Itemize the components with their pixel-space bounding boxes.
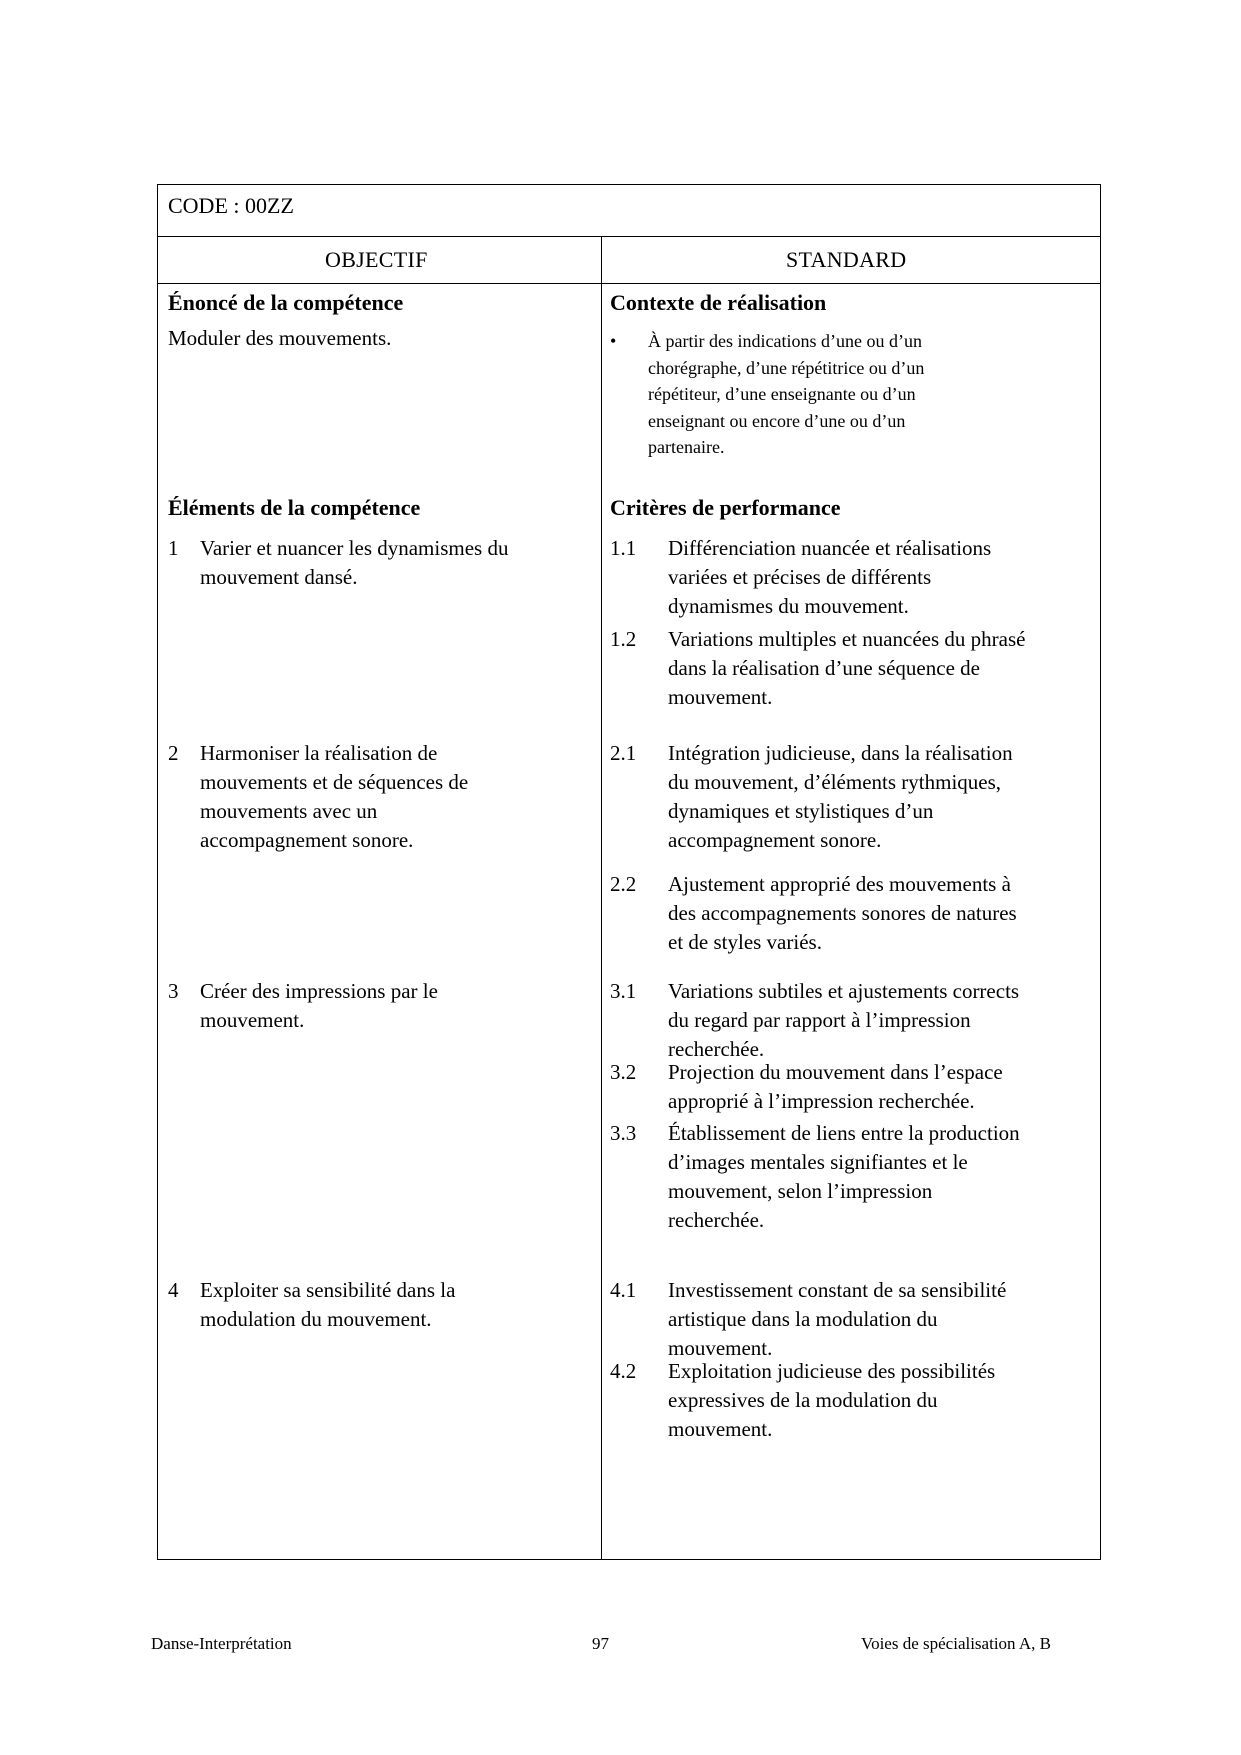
critere-text: accompagnement sonore. <box>668 828 882 852</box>
critere-text: dans la réalisation d’une séquence de <box>668 656 980 680</box>
critere-text: mouvement. <box>668 685 773 709</box>
element-text: modulation du mouvement. <box>200 1307 432 1331</box>
element-text: Varier et nuancer les dynamismes du <box>200 536 509 560</box>
critere-number: 4.1 <box>610 1278 637 1302</box>
critere-text: mouvement. <box>668 1336 773 1360</box>
critere-text: dynamismes du mouvement. <box>668 594 909 618</box>
contexte-title: Contexte de réalisation <box>610 290 827 315</box>
critere-text: Intégration judicieuse, dans la réalisation <box>668 741 1013 765</box>
critere-text: expressives de la modulation du <box>668 1388 938 1412</box>
standard-header: STANDARD <box>786 247 907 272</box>
critere-text: Investissement constant de sa sensibilité <box>668 1278 1007 1302</box>
footer-left: Danse-Interprétation <box>151 1634 292 1653</box>
criteres-title: Critères de performance <box>610 495 841 520</box>
contexte-line: répétiteur, d’une enseignante ou d’un <box>648 384 916 404</box>
critere-text: recherchée. <box>668 1208 765 1232</box>
element-text: mouvements avec un <box>200 799 378 823</box>
critere-text: Établissement de liens entre la production <box>668 1121 1020 1145</box>
contexte-bullet: • <box>610 331 617 351</box>
contexte-line: À partir des indications d’une ou d’un <box>648 331 922 351</box>
element-text: mouvement dansé. <box>200 565 358 589</box>
critere-text: recherchée. <box>668 1037 765 1061</box>
contexte-line: chorégraphe, d’une répétitrice ou d’un <box>648 357 925 378</box>
critere-number: 3.3 <box>610 1121 637 1145</box>
footer-page-number: 97 <box>592 1634 609 1653</box>
critere-text: Variations subtiles et ajustements corrects <box>668 979 1020 1003</box>
column-divider <box>601 237 602 1559</box>
element-text: mouvement. <box>200 1008 305 1032</box>
critere-text: des accompagnements sonores de natures <box>668 901 1017 925</box>
element-number: 3 <box>168 979 179 1003</box>
critere-text: approprié à l’impression recherchée. <box>668 1089 975 1113</box>
critere-text: dynamiques et stylistiques d’un <box>668 799 934 823</box>
contexte-line: enseignant ou encore d’une ou d’un <box>648 410 906 431</box>
critere-text: du regard par rapport à l’impression <box>668 1008 971 1032</box>
critere-number: 3.2 <box>610 1060 637 1084</box>
critere-text: Projection du mouvement dans l’espace <box>668 1060 1003 1084</box>
element-number: 4 <box>168 1278 179 1302</box>
enonce-title: Énoncé de la compétence <box>168 290 404 315</box>
element-text: Exploiter sa sensibilité dans la <box>200 1278 456 1302</box>
critere-number: 4.2 <box>610 1359 637 1383</box>
elements-title: Éléments de la compétence <box>168 495 421 520</box>
enonce-text: Moduler des mouvements. <box>168 326 392 350</box>
code-row <box>158 185 1100 237</box>
critere-text: et de styles variés. <box>668 930 822 954</box>
critere-text: Variations multiples et nuancées du phrasé <box>668 627 1026 651</box>
critere-text: artistique dans la modulation du <box>668 1307 938 1331</box>
code-label: CODE : 00ZZ <box>168 193 294 218</box>
critere-number: 3.1 <box>610 979 637 1003</box>
element-text: mouvements et de séquences de <box>200 770 469 794</box>
element-number: 2 <box>168 741 179 765</box>
critere-text: du mouvement, d’éléments rythmiques, <box>668 770 1002 794</box>
competence-table <box>157 184 1101 1560</box>
element-text: Créer des impressions par le <box>200 979 438 1003</box>
objectif-header: OBJECTIF <box>325 247 428 272</box>
header-row <box>158 237 1100 284</box>
critere-text: Différenciation nuancée et réalisations <box>668 536 992 560</box>
element-number: 1 <box>168 536 179 560</box>
critere-number: 2.1 <box>610 741 637 765</box>
critere-text: mouvement, selon l’impression <box>668 1179 933 1203</box>
element-text: Harmoniser la réalisation de <box>200 741 438 765</box>
footer-right: Voies de spécialisation A, B <box>861 1634 1051 1653</box>
critere-number: 1.2 <box>610 627 637 651</box>
critere-text: Exploitation judicieuse des possibilités <box>668 1359 996 1383</box>
critere-text: Ajustement approprié des mouvements à <box>668 872 1011 896</box>
critere-text: variées et précises de différents <box>668 565 932 589</box>
critere-number: 2.2 <box>610 872 637 896</box>
critere-text: mouvement. <box>668 1417 773 1441</box>
critere-number: 1.1 <box>610 536 637 560</box>
element-text: accompagnement sonore. <box>200 828 414 852</box>
contexte-line: partenaire. <box>648 437 725 457</box>
critere-text: d’images mentales signifiantes et le <box>668 1150 968 1174</box>
